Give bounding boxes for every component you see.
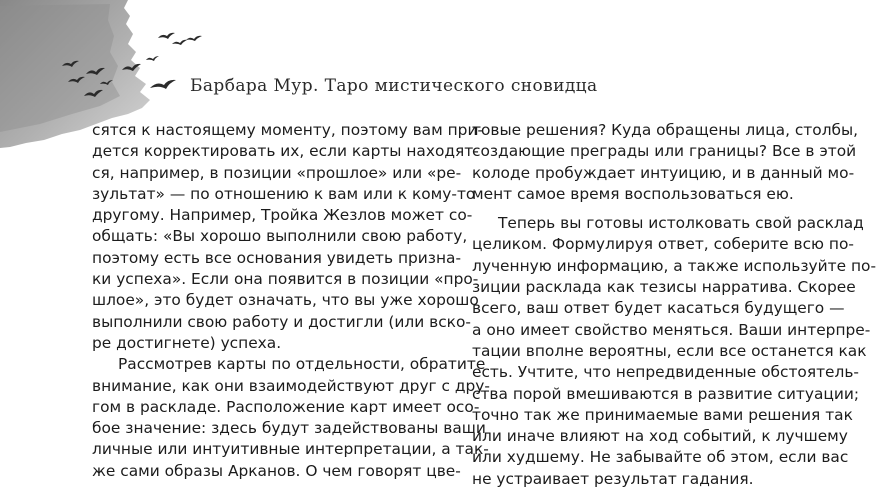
paragraph	[92, 354, 490, 482]
text-line: же сами образы Арканов. О чем говорят цве-	[92, 461, 461, 480]
text-line: зультат» — по отношению к вам или к кому-то	[92, 184, 476, 203]
text-line: есть. Учтите, что непредвиденные обстоятель-	[472, 363, 859, 382]
bird-icon	[146, 56, 159, 61]
text-line: всего, ваш ответ будет касаться будущего —	[472, 299, 845, 318]
text-line: целиком. Формулируя ответ, соберите всю по-	[472, 235, 854, 254]
text-line: общать: «Вы хорошо выполнили свою работу,	[92, 227, 468, 246]
left-column	[92, 120, 490, 482]
text-line: лученную информацию, а также используйте по-	[472, 256, 876, 275]
text-line: точно так же принимаемые вами решения так	[472, 405, 853, 424]
text-line: Рассмотрев карты по отдельности, обратите	[118, 355, 486, 374]
text-line: тации вполне вероятны, если все останется как	[472, 341, 867, 360]
text-line: не устраивает результат гадания.	[472, 469, 754, 488]
running-header	[190, 76, 598, 96]
text-line: колоде пробуждает интуицию, и в данный мо-	[472, 163, 855, 182]
right-column	[472, 120, 876, 490]
text-line: товые решения? Куда обращены лица, столбы,	[472, 121, 859, 139]
text-line: ки успеха». Если она появится в позиции «про-	[92, 270, 479, 289]
text-line: ся, например, в позиции «прошлое» или «ре-	[92, 163, 462, 182]
text-line: а оно имеет свойство меняться. Ваши интерпре-	[472, 320, 871, 339]
paragraph	[472, 120, 859, 205]
running-title: Барбара Мур. Таро мистического сновидца	[190, 76, 598, 96]
text-line: гом в раскладе. Расположение карт имеет осо-	[92, 397, 480, 416]
text-line: внимание, как они взаимодействуют друг с дру-	[92, 376, 490, 395]
text-line: выполнили свою работу и достигли (или вско-	[92, 312, 471, 331]
text-line: зиции расклада как тезисы нарратива. Скорее	[472, 278, 856, 297]
text-line: поэтому есть все основания увидеть призна-	[92, 248, 462, 267]
bird-icon	[158, 33, 175, 39]
bird-icon	[172, 40, 187, 45]
text-line: мент самое время воспользоваться ею.	[472, 184, 794, 203]
text-line: шлое», это будет означать, что вы уже хорошо	[92, 291, 479, 310]
bird-icon	[186, 36, 202, 41]
paragraph	[472, 213, 876, 490]
text-line: дется корректировать их, если карты находят-	[92, 142, 479, 161]
text-line: ства порой вмешиваются в развитие ситуации;	[472, 384, 860, 403]
bird-icon	[150, 80, 176, 89]
paragraph	[92, 120, 483, 354]
text-line: или худшему. Не забывайте об этом, если вас	[472, 448, 849, 467]
text-line: личные или интуитивные интерпретации, а так-	[92, 440, 489, 459]
text-line: другому. Например, Тройка Жезлов может со-	[92, 206, 473, 225]
text-line: Теперь вы готовы истолковать свой расклад	[498, 214, 864, 233]
text-line: создающие преграды или границы? Все в этой	[472, 142, 857, 161]
text-line: сятся к настоящему моменту, поэтому вам при-	[92, 121, 483, 139]
text-line: бое значение: здесь будут задействованы ваши	[92, 419, 486, 438]
text-line: ре достигнете) успеха.	[92, 333, 282, 352]
text-line: или иначе влияют на ход событий, к лучшему	[472, 427, 848, 446]
